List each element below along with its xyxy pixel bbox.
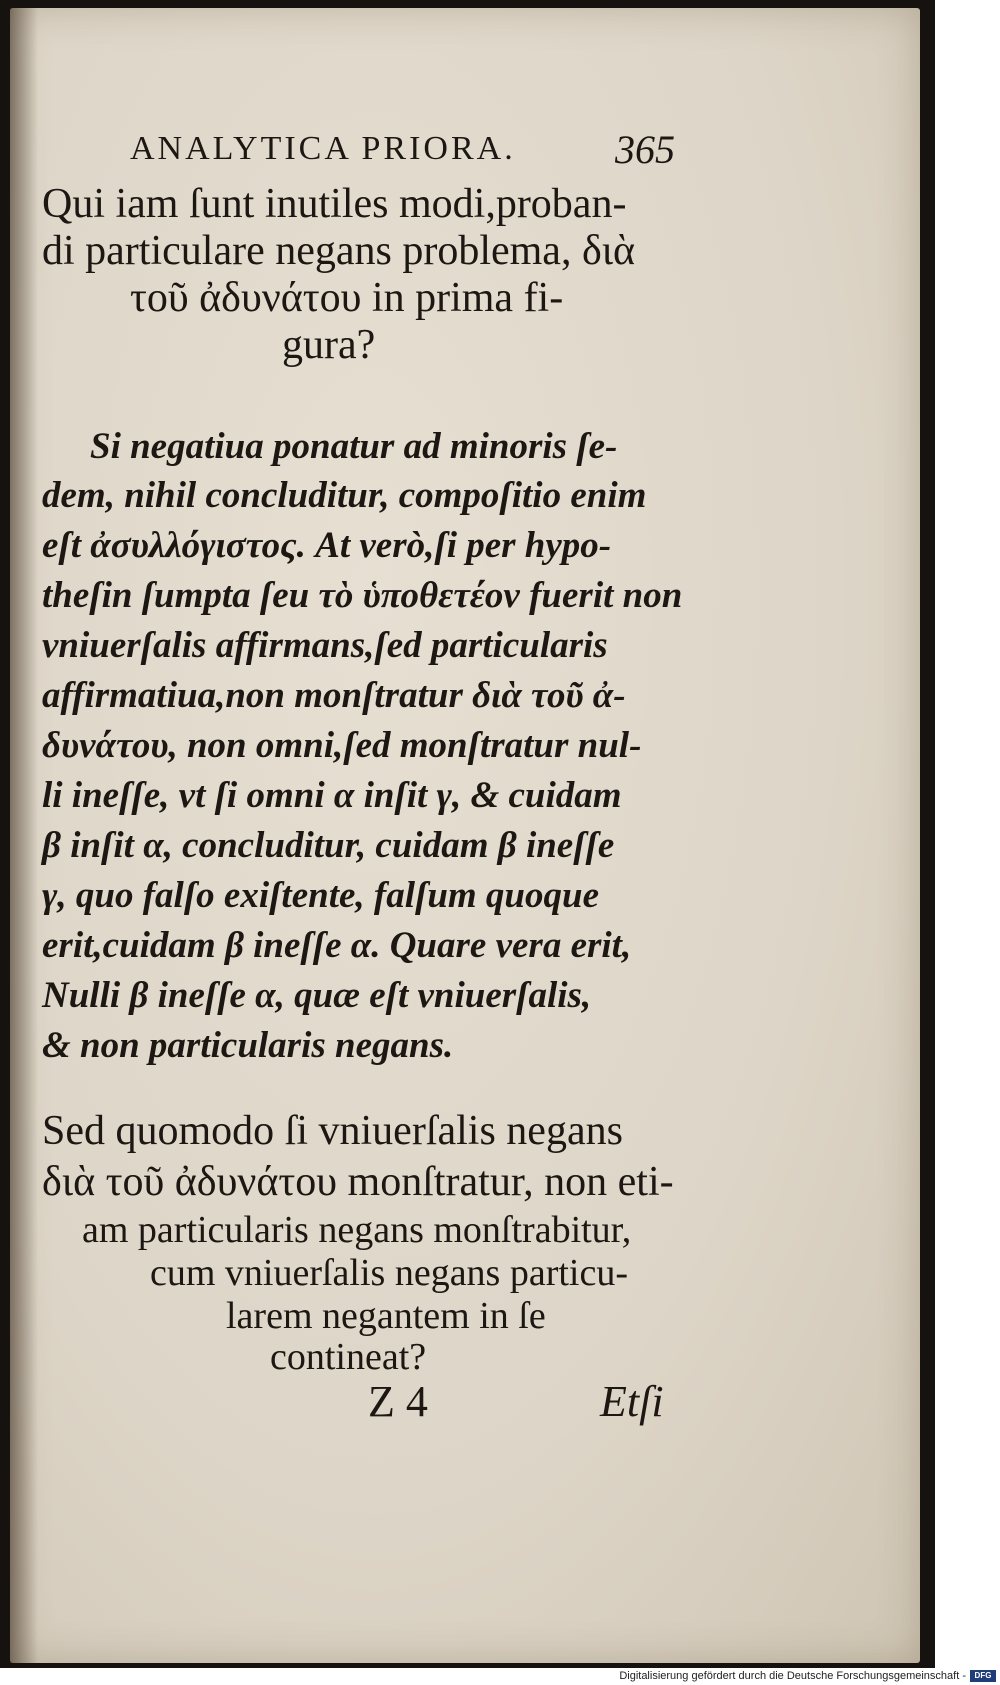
question2-line-6: contineat?	[270, 1336, 427, 1378]
answer1-line-12: Nulli β ineſſe α, quæ eſt vniuerſalis,	[42, 975, 592, 1016]
answer1-line-6: affirmatiua,non monſtratur διὰ τοῦ ἀ-	[42, 675, 626, 716]
answer1-line-4: theſin ſumpta ſeu τὸ ὑποθετέον fuerit non	[42, 575, 683, 616]
question2-line-5: larem negantem in ſe	[226, 1295, 546, 1337]
question1-line-2: di particulare negans problema, διὰ	[42, 228, 636, 274]
answer1-line-11: erit,cuidam β ineſſe α. Quare vera erit,	[42, 925, 632, 966]
digitization-credit	[0, 1668, 1000, 1685]
question2-line-2: διὰ τοῦ ἀδυνάτου monſtratur, non eti-	[42, 1159, 674, 1205]
credit-text: Digitalisierung gefördert durch die Deutsche Forschungsgemeinschaft -	[619, 1670, 966, 1682]
answer1-line-3: eſt ἀσυλλόγιστος. At verò,ſi per hypo-	[42, 525, 612, 566]
answer1-line-13: & non particularis negans.	[42, 1025, 454, 1066]
question2-line-1: Sed quomodo ſi vniuerſalis negans	[42, 1108, 623, 1154]
question2-line-3: am particularis negans monſtrabitur,	[82, 1209, 632, 1251]
question2-line-4: cum vniuerſalis negans particu-	[150, 1252, 629, 1294]
answer1-line-7: δυνάτου, non omni,ſed monſtratur nul-	[42, 725, 642, 766]
question1-line-3: τοῦ ἀδυνάτου in prima fi-	[130, 275, 564, 321]
dfg-logo: DFG	[970, 1670, 996, 1682]
running-title: ANALYTICA PRIORA.	[130, 130, 516, 167]
question1-line-1: Qui iam ſunt inutiles modi,proban-	[42, 181, 627, 227]
answer1-line-10: γ, quo falſo exiſtente, falſum quoque	[42, 875, 600, 916]
page-gutter-shadow	[10, 8, 38, 1663]
signature-mark: Z 4	[368, 1377, 428, 1426]
answer1-line-9: β inſit α, concluditur, cuidam β ineſſe	[42, 825, 615, 866]
page-number: 365	[615, 127, 675, 172]
answer1-line-5: vniuerſalis affirmans,ſed particularis	[42, 625, 608, 666]
answer1-line-2: dem, nihil concluditur, compoſitio enim	[42, 475, 647, 516]
catchword: Etſi	[600, 1377, 664, 1426]
answer1-line-8: li ineſſe, vt ſi omni α inſit γ, & cuidam	[42, 775, 622, 816]
answer1-line-1: Si negatiua ponatur ad minoris ſe-	[90, 426, 618, 467]
question1-line-4: gura?	[282, 322, 376, 368]
